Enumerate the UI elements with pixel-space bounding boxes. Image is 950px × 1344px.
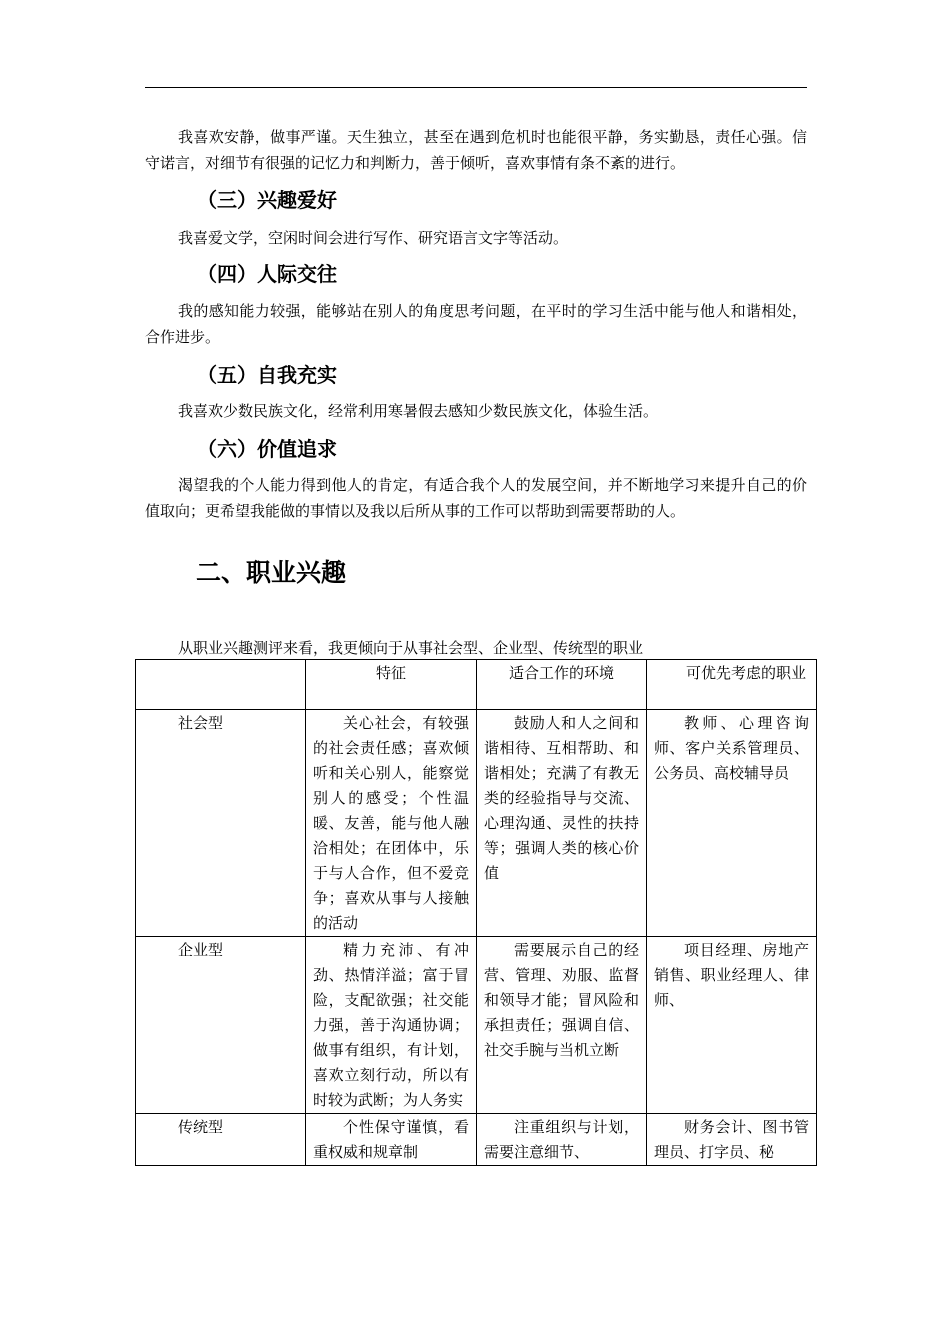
personality-paragraph: 我喜欢安静，做事严谨。天生独立，甚至在遇到危机时也能很平静，务实勤恳，责任心强。信守诺言，对细节有很强的记忆力和判断力，善于倾听，喜欢事情有条不紊的进行。	[145, 128, 807, 172]
table-row	[136, 1114, 817, 1166]
row-type: 社会型	[136, 710, 306, 937]
table-row	[136, 937, 817, 1114]
row-environment: 注重组织与计划，需要注意细节、	[477, 1114, 647, 1166]
heading-values: （六）价值追求	[197, 437, 337, 461]
heading-social: （四）人际交往	[197, 262, 337, 286]
career-intro: 从职业兴趣测评来看，我更倾向于从事社会型、企业型、传统型的职业	[178, 639, 644, 657]
career-interest-table	[135, 659, 817, 1166]
section-title-career-interest: 二、职业兴趣	[196, 558, 347, 587]
heading-enrichment: （五）自我充实	[197, 363, 337, 387]
header-cell-type	[136, 660, 306, 710]
table-row	[136, 710, 817, 937]
interests-paragraph: 我喜爱文学，空闲时间会进行写作、研究语言文字等活动。	[178, 229, 569, 247]
enrichment-paragraph: 我喜欢少数民族文化，经常利用寒暑假去感知少数民族文化，体验生活。	[178, 402, 659, 420]
table-header-row	[136, 660, 817, 710]
row-jobs: 项目经理、房地产销售、职业经理人、律师、	[647, 937, 817, 1114]
row-traits: 精力充沛、有冲劲、热情洋溢；富于冒险，支配欲强；社交能力强，善于沟通协调；做事有组织，有计划，喜欢立刻行动，所以有时较为武断；为人务实	[306, 937, 477, 1114]
row-type: 传统型	[136, 1114, 306, 1166]
header-cell-environment: 适合工作的环境	[477, 660, 647, 710]
header-cell-traits: 特征	[306, 660, 477, 710]
row-traits: 关心社会，有较强的社会责任感；喜欢倾听和关心别人，能察觉别人的感受；个性温暖、友善，能与他人融洽相处；在团体中，乐于与人合作，但不爱竞争；喜欢从事与人接触的活动	[306, 710, 477, 937]
row-environment: 需要展示自己的经营、管理、劝服、监督和领导才能；冒风险和承担责任；强调自信、社交手腕与当机立断	[477, 937, 647, 1114]
row-environment: 鼓励人和人之间和谐相待、互相帮助、和谐相处；充满了有教无类的经验指导与交流、心理沟通、灵性的扶持等；强调人类的核心价值	[477, 710, 647, 937]
row-type: 企业型	[136, 937, 306, 1114]
heading-interests: （三）兴趣爱好	[197, 188, 337, 212]
header-cell-jobs: 可优先考虑的职业	[647, 660, 817, 710]
social-paragraph: 我的感知能力较强，能够站在别人的角度思考问题，在平时的学习生活中能与他人和谐相处，合作进步。	[145, 302, 807, 346]
row-jobs: 财务会计、图书管理员、打字员、秘	[647, 1114, 817, 1166]
row-traits: 个性保守谨慎，看重权威和规章制	[306, 1114, 477, 1166]
values-paragraph: 渴望我的个人能力得到他人的肯定，有适合我个人的发展空间，并不断地学习来提升自己的价值取向；更希望我能做的事情以及我以后所从事的工作可以帮助到需要帮助的人。	[145, 476, 807, 520]
row-jobs: 教师、心理咨询师、客户关系管理员、公务员、高校辅导员	[647, 710, 817, 937]
